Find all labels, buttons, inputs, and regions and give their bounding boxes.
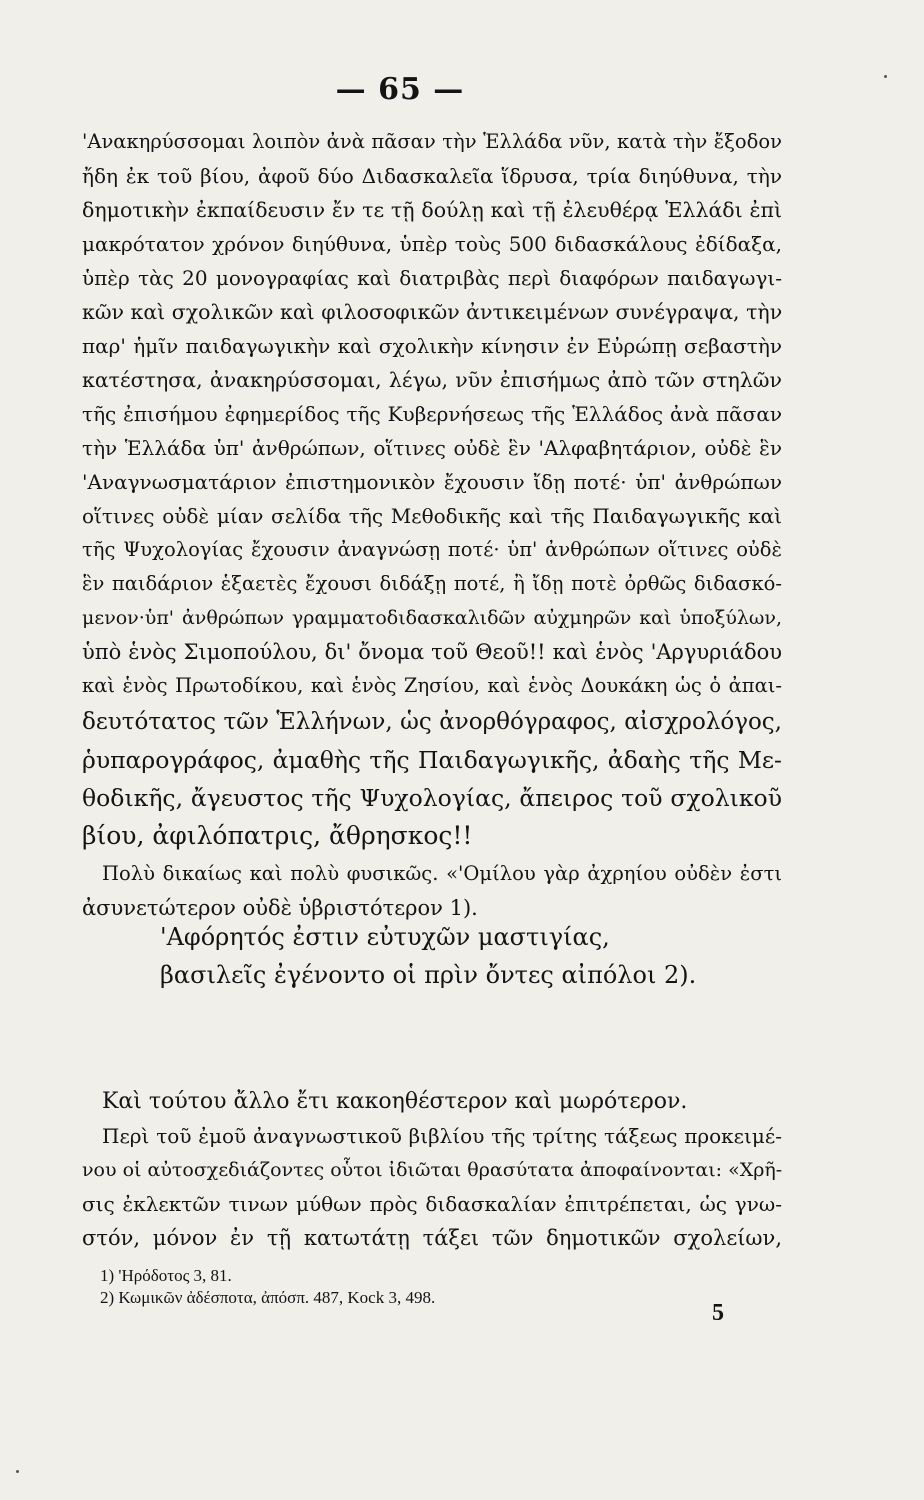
- text-line: δημοτικὴν ἐκπαίδευσιν ἔν τε τῇ δούλῃ καὶ τῇ ἐλευθέρᾳ Ἑλλάδι ἐπὶ: [82, 198, 782, 222]
- printer-signature-mark: 5: [712, 1300, 724, 1326]
- paragraph-3: [82, 1085, 782, 1255]
- text-line: Περὶ τοῦ ἐμοῦ ἀναγνωστικοῦ βιβλίου τῆς τρίτης τάξεως προκειμέ-: [102, 1124, 782, 1148]
- text-line: θοδικῆς, ἄγευστος τῆς Ψυχολογίας, ἄπειρος τοῦ σχολικοῦ: [82, 784, 782, 812]
- text-line: βίου, ἀφιλόπατρις, ἄθρησκος!!: [82, 821, 473, 850]
- text-line: τῆς ἐπισήμου ἐφημερίδος τῆς Κυβερνήσεως τῆς Ἑλλάδος ἀνὰ πᾶσαν: [82, 402, 782, 426]
- text-line: μακρότατον χρόνον διηύθυνα, ὑπὲρ τοὺς 500 διδασκάλους ἐδίδαξα,: [82, 232, 782, 256]
- text-line: τῆς Ψυχολογίας ἔχουσιν ἀναγνώσῃ ποτέ· ὑπ' ἀνθρώπων οἵτινες οὐδὲ: [82, 538, 782, 561]
- footnote-1: 1) 'Ηρόδοτος 3, 81.: [100, 1266, 232, 1285]
- text-line: 'Αναγνωσματάριον ἐπιστημονικὸν ἔχουσιν ἴδῃ ποτέ· ὑπ' ἀνθρώπων: [82, 470, 782, 494]
- text-line: παρ' ἡμῖν παιδαγωγικὴν καὶ σχολικὴν κίνησιν ἐν Εὐρώπῃ σεβαστὴν: [82, 334, 782, 358]
- verse-line: 'Αφόρητός ἐστιν εὐτυχῶν μαστιγίας,: [160, 923, 610, 951]
- text-line: ὑπὲρ τὰς 20 μονογραφίας καὶ διατριβὰς περὶ διαφόρων παιδαγωγι-: [82, 266, 782, 290]
- main-paragraph: [82, 125, 782, 925]
- second-paragraph: [82, 1085, 782, 1255]
- text-line: νου οἱ αὐτοσχεδιάζοντες οὗτοι ἰδιῶται θρασύτατα ἀποφαίνονται: «Χρῆ-: [82, 1159, 783, 1181]
- paper-speck: [16, 1470, 19, 1473]
- text-line: ἓν παιδάριον ἑξαετὲς ἔχουσι διδάξῃ ποτέ, ἢ ἴδῃ ποτὲ ὀρθῶς διδασκό-: [82, 572, 782, 595]
- text-line: μενον·ὑπ' ἀνθρώπων γραμματοδιδασκαλιδῶν αὐχμηρῶν καὶ ὑποξύλων,: [82, 607, 782, 629]
- text-line: τὴν Ἑλλάδα ὑπ' ἀνθρώπων, οἵτινες οὐδὲ ἓν 'Αλφαβητάριον, οὐδὲ ἓν: [82, 436, 782, 460]
- text-line: 'Ανακηρύσσομαι λοιπὸν ἀνὰ πᾶσαν τὴν Ἑλλάδα νῦν, κατὰ τὴν ἔξοδον: [82, 130, 782, 153]
- text-line: ἤδη ἐκ τοῦ βίου, ἀφοῦ δύο Διδασκαλεῖα ἵδρυσα, τρία διηύθυνα, τὴν: [82, 164, 782, 188]
- text-line: ὑπὸ ἑνὸς Σιμοπούλου, δι' ὄνομα τοῦ Θεοῦ!! καὶ ἑνὸς 'Αργυριάδου: [82, 640, 782, 664]
- paper-speck: [884, 75, 887, 78]
- paragraph-1: [82, 125, 782, 703]
- paragraph-2: [82, 857, 782, 925]
- page-number: — 65 —: [335, 72, 465, 107]
- text-line: Καὶ τούτου ἄλλο ἔτι κακοηθέστερον καὶ μωρότερον.: [102, 1089, 688, 1114]
- text-line: οἵτινες οὐδὲ μίαν σελίδα τῆς Μεθοδικῆς καὶ τῆς Παιδαγωγικῆς καὶ: [82, 504, 782, 528]
- footnote-2: 2) Κωμικῶν ἀδέσποτα, ἀπόσπ. 487, Kock 3, 498.: [100, 1288, 436, 1307]
- verse-quotation: [160, 918, 720, 994]
- text-line: κῶν καὶ σχολικῶν καὶ φιλοσοφικῶν ἀντικειμένων συνέγραψα, τὴν: [82, 300, 783, 324]
- text-line: καὶ ἑνὸς Πρωτοδίκου, καὶ ἑνὸς Ζησίου, καὶ ἑνὸς Δουκάκη ὡς ὁ ἀπαι-: [82, 674, 782, 697]
- text-line: δευτότατος τῶν Ἑλλήνων, ὡς ἀνορθόγραφος, αἰσχρολόγος,: [82, 709, 782, 735]
- text-line: κατέστησα, ἀνακηρύσσομαι, λέγω, νῦν ἐπισήμως ἀπὸ τῶν στηλῶν: [82, 368, 782, 392]
- paragraph-1-emphasis: [82, 703, 782, 855]
- text-line: ῥυπαρογράφος, ἀμαθὴς τῆς Παιδαγωγικῆς, ἀδαὴς τῆς Με-: [82, 746, 782, 774]
- text-line: στόν, μόνον ἐν τῇ κατωτάτῃ τάξει τῶν δημοτικῶν σχολείων,: [82, 1226, 782, 1250]
- footnotes: [100, 1265, 435, 1309]
- text-line: Πολὺ δικαίως καὶ πολὺ φυσικῶς. «'Ομίλου γὰρ ἀχρηίου οὐδὲν ἐστι: [102, 862, 782, 885]
- text-line: ἀσυνετώτερον οὐδὲ ὑβριστότερον 1).: [82, 896, 478, 920]
- verse-line: βασιλεῖς ἐγένοντο οἱ πρὶν ὄντες αἰπόλοι 2).: [160, 961, 697, 989]
- text-line: σις ἐκλεκτῶν τινων μύθων πρὸς διδασκαλίαν ἐπιτρέπεται, ὡς γνω-: [82, 1192, 782, 1216]
